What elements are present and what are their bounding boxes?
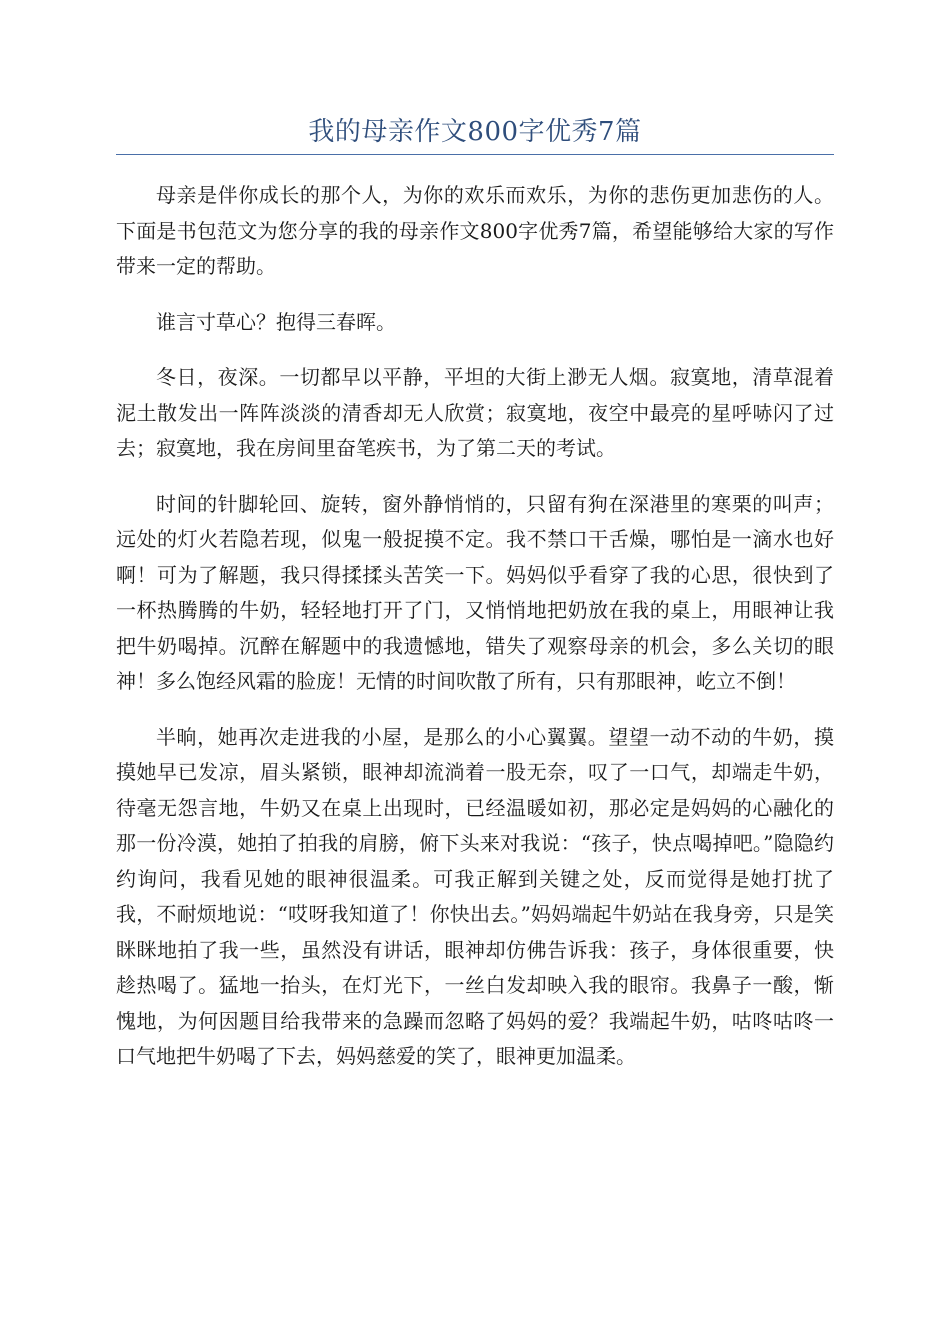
paragraph-winter-night: 冬日，夜深。一切都早以平静，平坦的大街上渺无人烟。寂寞地，清草混着泥土散发出一阵阵淡淡的清香却无人欣赏；寂寞地，夜空中最亮的星呼哧闪了过去；寂寞地，我在房间里奋笔疾书，为了第二天的考试。 [116, 365, 834, 460]
paragraph-milk: 时间的针脚轮回、旋转，窗外静悄悄的，只留有狗在深港里的寒栗的叫声；远处的灯火若隐若现，似鬼一般捉摸不定。我不禁口干舌燥，哪怕是一滴水也好啊！可为了解题，我只得揉揉头苦笑一下。妈妈似乎看穿了我的心思，很快到了一杯热腾腾的牛奶，轻轻地打开了门，又悄悄地把奶放在我的桌上，用眼神让我把牛奶喝掉。沉醉在解题中的我遗憾地，错失了观察母亲的机会，多么关切的眼神！多么饱经风霜的脸庞！无情的时间吹散了所有，只有那眼神，屹立不倒！ [116, 491, 834, 693]
document-title: 我的母亲作文800字优秀7篇 [308, 117, 642, 147]
document-body [116, 178, 834, 1095]
title-underline [116, 154, 834, 155]
paragraph-return: 半晌，她再次走进我的小屋，是那么的小心翼翼。望望一动不动的牛奶，摸摸她早已发凉，眉头紧锁，眼神却流淌着一股无奈，叹了一口气，却端走牛奶，待毫无怨言地，牛奶又在桌上出现时，已经温暖如初，那必定是妈妈的心融化的那一份冷漠，她拍了拍我的肩膀，俯下头来对我说：“孩子，快点喝掉吧。”隐隐约约询问，我看见她的眼神很温柔。可我正解到关键之处，反而觉得是她打扰了我，不耐烦地说：“哎呀我知道了！你快出去。”妈妈端起牛奶站在我身旁，只是笑眯眯地拍了我一些，虽然没有讲话，眼神却仿佛告诉我：孩子，身体很重要，快趁热喝了。猛地一抬头，在灯光下，一丝白发却映入我的眼帘。我鼻子一酸，惭愧地，为何因题目给我带来的急躁而忽略了妈妈的爱？我端起牛奶，咕咚咕咚一口气地把牛奶喝了下去，妈妈慈爱的笑了，眼神更加温柔。 [116, 724, 834, 1068]
paragraph-intro: 母亲是伴你成长的那个人，为你的欢乐而欢乐，为你的悲伤更加悲伤的人。下面是书包范文为您分享的我的母亲作文800字优秀7篇，希望能够给大家的写作带来一定的帮助。 [116, 183, 834, 278]
paragraph-quote: 谁言寸草心？抱得三春晖。 [156, 309, 396, 334]
